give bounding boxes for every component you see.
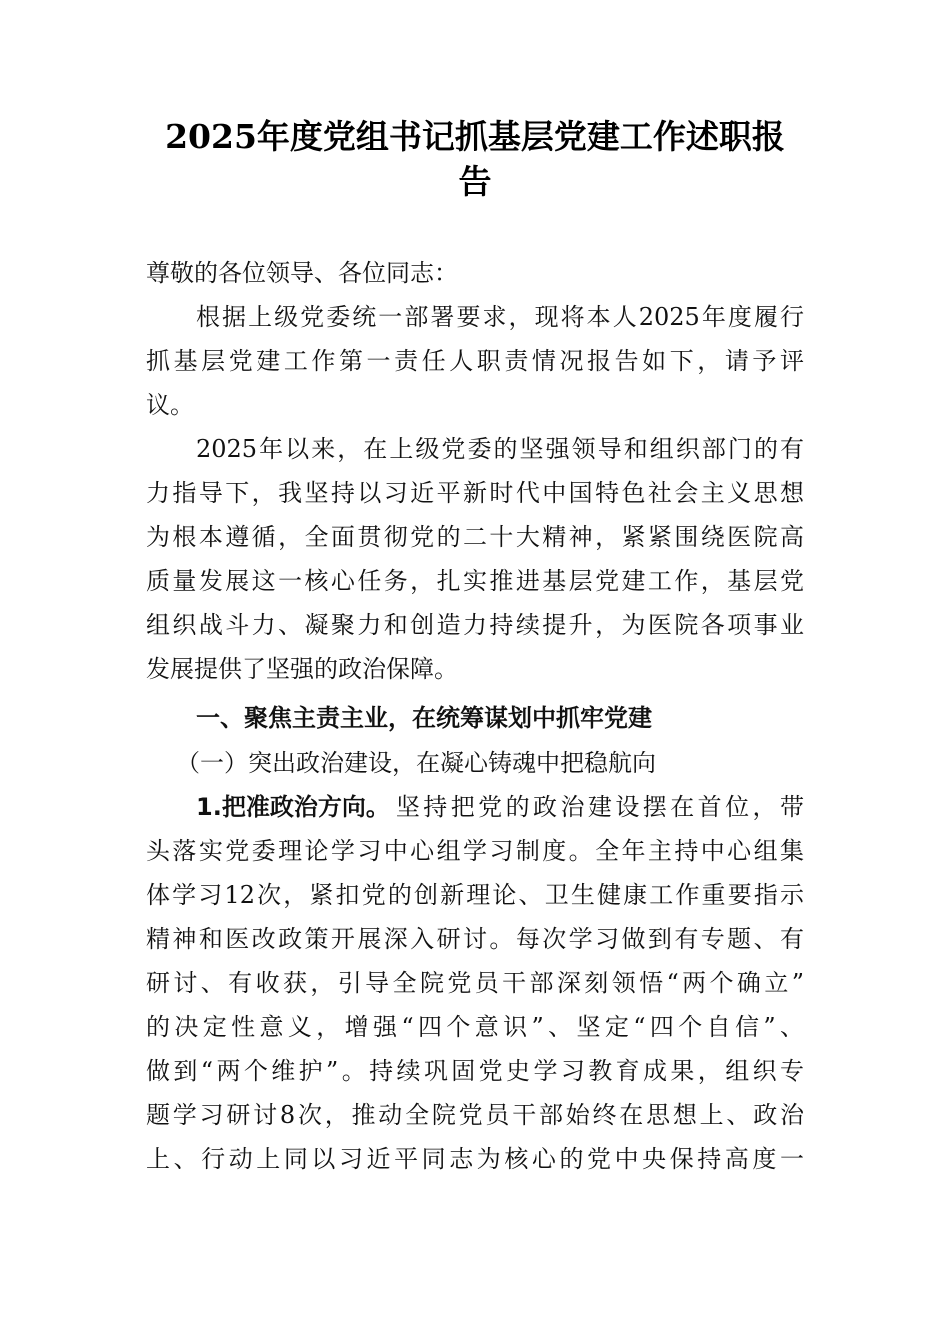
- item-1-first-line-text: 坚持把党的政治建设摆在首位，带: [395, 793, 804, 821]
- item-1-lead: 1.把准政治方向。: [196, 793, 390, 821]
- overview-line: 组织战斗力、凝聚力和创造力持续提升，为医院各项事业: [146, 611, 804, 639]
- item-1-line: 研讨、有收获，引导全院党员干部深刻领悟“两个确立”: [146, 969, 804, 997]
- item-1-line: 上、行动上同以习近平同志为核心的党中央保持高度一: [146, 1145, 804, 1173]
- item-1-line: 做到“两个维护”。持续巩固党史学习教育成果，组织专: [146, 1057, 804, 1085]
- overview-line: 2025年以来，在上级党委的坚强领导和组织部门的有: [196, 435, 804, 463]
- overview-line: 质量发展这一核心任务，扎实推进基层党建工作，基层党: [146, 567, 804, 595]
- overview-line: 为根本遵循，全面贯彻党的二十大精神，紧紧围绕医院高: [146, 523, 804, 551]
- item-1-line: 头落实党委理论学习中心组学习制度。全年主持中心组集: [146, 837, 804, 865]
- section-heading: 一、聚焦主责主业，在统筹谋划中抓牢党建: [196, 704, 652, 732]
- item-1-line: 体学习12次，紧扣党的创新理论、卫生健康工作重要指示: [146, 881, 804, 909]
- item-1-line: 精神和医改政策开展深入研讨。每次学习做到有专题、有: [146, 925, 804, 953]
- document-title-line-2: 告: [458, 162, 492, 201]
- intro-line: 根据上级党委统一部署要求，现将本人2025年度履行: [196, 303, 804, 331]
- intro-line: 抓基层党建工作第一责任人职责情况报告如下，请予评: [146, 347, 804, 375]
- salutation: 尊敬的各位领导、各位同志：: [146, 259, 458, 287]
- overview-line: 力指导下，我坚持以习近平新时代中国特色社会主义思想: [146, 479, 804, 507]
- intro-line: 议。: [146, 391, 194, 419]
- item-1-line: 的决定性意义，增强“四个意识”、坚定“四个自信”、: [146, 1013, 804, 1041]
- item-1-line: 题学习研讨8次，推动全院党员干部始终在思想上、政治: [146, 1101, 804, 1129]
- item-1-first-line: [196, 786, 804, 829]
- subsection-heading: （一）突出政治建设，在凝心铸魂中把稳航向: [176, 749, 656, 777]
- document-title-line-1: 2025年度党组书记抓基层党建工作述职报: [165, 117, 785, 156]
- overview-line: 发展提供了坚强的政治保障。: [146, 655, 458, 683]
